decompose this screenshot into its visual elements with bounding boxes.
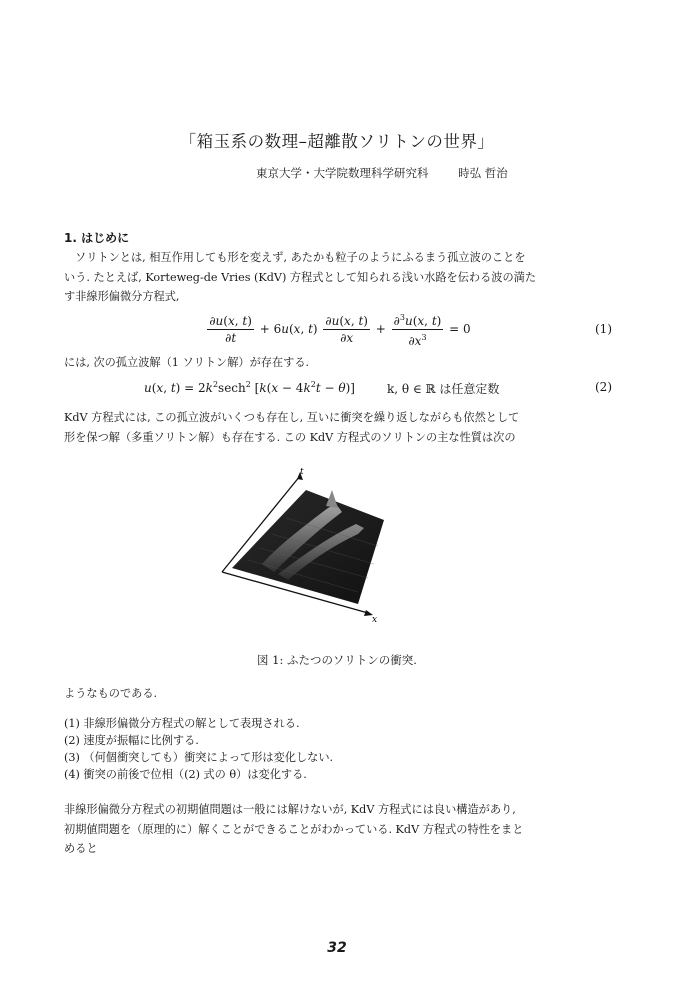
text-line: ようなものである. [64,687,158,700]
kdv-paragraph [64,408,612,447]
author-affiliation: 東京大学・大学院数理科学研究科 [256,166,429,180]
text-line: めると [64,842,98,855]
author-name: 時弘 哲治 [458,166,508,180]
page-number: 32 [327,940,347,956]
text-line: 初期値問題を（原理的に）解くことができることがわかっている. KdV 方程式の特性をまと [64,822,524,836]
equation-1-number: (1) [595,322,612,336]
text-line: には, 次の孤立波解（1 ソリトン解）が存在する. [64,356,310,369]
text-line: ソリトンとは, 相互作用しても形を変えず, あたかも粒子のようにふるまう孤立波のことを [75,251,526,264]
equation-2-number: (2) [595,380,612,394]
figure-caption: 図 1: ふたつのソリトンの衝突. [257,653,417,667]
t-axis-label: t [300,468,304,477]
paper-title: 「箱玉系の数理–超離散ソリトンの世界」 [179,132,495,151]
properties-list [64,715,612,783]
equation-2-condition: k, θ ∈ ℝ は任意定数 [387,382,500,396]
equation-2 [64,380,612,400]
text-line: いう. たとえば, Korteweg-de Vries (KdV) 方程式として知られる浅い水路を伝わる波の満た [64,270,537,284]
section-heading: 1. はじめに [64,231,130,245]
list-item: (2) 速度が振幅に比例する. [64,734,199,747]
equation-1 [64,308,612,348]
soliton-collision-figure [208,468,394,630]
list-item: (4) 衝突の前後で位相（(2) 式の θ）は変化する. [64,768,307,781]
text-line: KdV 方程式には, この孤立波がいくつも存在し, 互いに衝突を繰り返しながらも依然として [64,411,520,424]
list-item: (3) （何個衝突しても）衝突によって形は変化しない. [64,751,334,764]
author-line [256,165,616,181]
x-axis-label: x [372,615,378,625]
equation-2-body: u(x, $t) = 2k^2\sec h^2$ $[k(x - 4k^2t - \theta)]$ [144,380,355,395]
list-item: (1) 非線形偏微分方程式の解として表現される. [64,717,300,730]
text-line: す非線形偏微分方程式, [64,290,180,303]
intro-paragraph [64,248,612,307]
surface-sheet [232,490,384,604]
text-line: 形を保つ解（多重ソリトン解）も存在する. この KdV 方程式のソリトンの主な性質は次の [64,430,516,444]
text-line: 非線形偏微分方程式の初期値問題は一般には解けないが, KdV 方程式には良い構造があり, [64,803,516,816]
closing-paragraph [64,800,612,859]
equation-1-body: $\frac{\partial u(x, t)}{\partial t}$ + 6u(x, t) $\frac{\partial u(x, t)}{\partial x}$ + $\frac{\partial^3u(x, t)}{\partial x^3}$ = 0 [64,310,612,349]
